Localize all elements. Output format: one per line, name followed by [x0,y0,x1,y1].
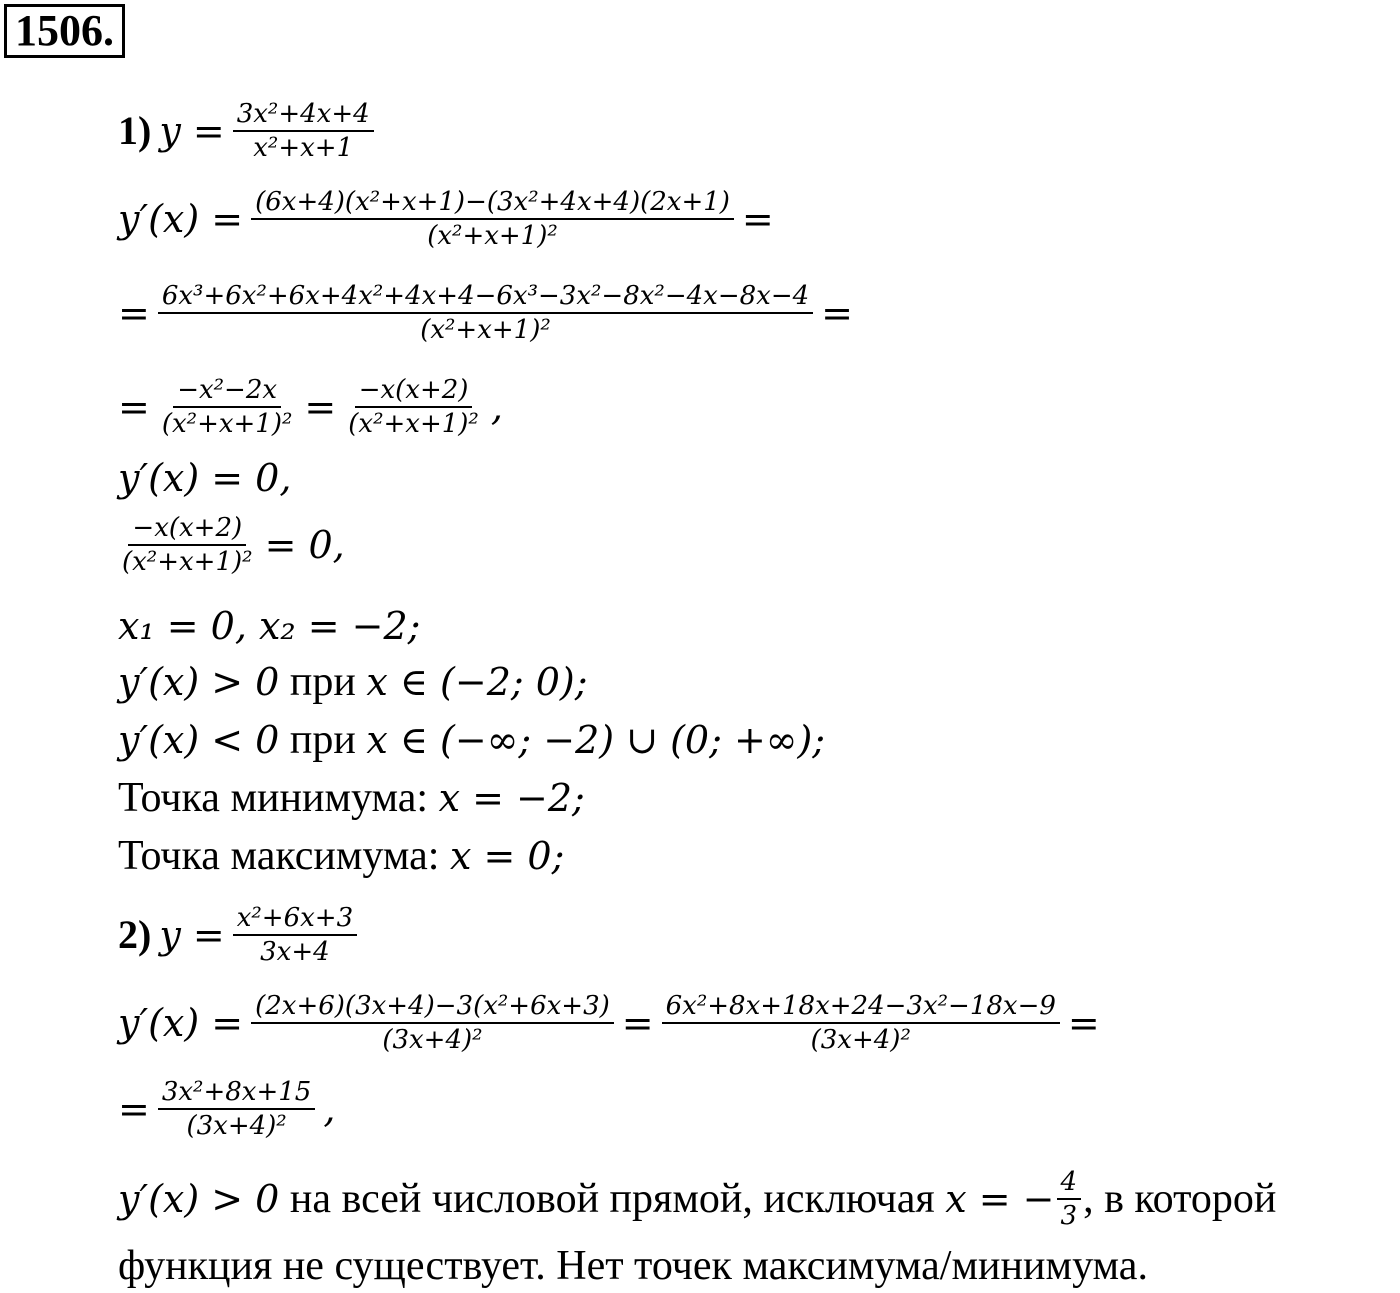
p1-d1-fraction [251,186,734,252]
numerator: −x²−2x [173,374,281,408]
p2-derivative-2 [118,1076,335,1142]
p1-pos-math-2: x ∈ (−2; 0); [366,660,588,704]
equals-sign: = [118,385,150,429]
equals-sign: = [118,1087,150,1131]
p1-zero-eq-text: y′(x) = 0, [118,456,292,500]
denominator: (3x+4)² [810,1025,911,1055]
p1-zero-rhs: = 0, [264,523,345,567]
p1-maximum [118,834,564,878]
p1-derivative-1 [118,186,774,252]
denominator: (x²+x+1)² [122,547,253,577]
numerator: 4 [1057,1166,1082,1200]
numerator: (6x+4)(x²+x+1)−(3x²+4x+4)(2x+1) [251,186,734,220]
denominator: x²+x+1 [253,133,354,163]
p2-derivative-1 [118,990,1100,1056]
p2-concl-math-2: x = − [945,1177,1055,1221]
numerator: x²+6x+3 [233,902,357,936]
p2-label: 2) [118,912,152,957]
p2-definition [118,902,365,968]
equals-sign: = [821,291,853,335]
p2-d2-fraction [158,1076,316,1142]
comma: , [323,1087,336,1131]
p2-concl-fraction [1057,1166,1082,1232]
p1-zero-equation [118,456,291,500]
p1-d1-lhs: y′(x) = [118,197,244,241]
denominator: (x²+x+1)² [348,409,479,439]
numerator: 3x²+8x+15 [158,1076,316,1110]
p1-definition [118,98,382,164]
equals-sign: = [304,385,337,429]
p2-concl-text-2: , в которой [1083,1176,1277,1222]
p2-conclusion-line-1 [118,1166,1276,1232]
p1-derivative-2 [118,280,853,346]
p2-concl-text-1: на всей числовой прямой, исключая [279,1176,946,1222]
comma: , [490,385,503,429]
p2-d1b-fraction [662,990,1060,1056]
numerator: 6x²+8x+18x+24−3x²−18x−9 [662,990,1060,1024]
p1-pos-math-1: y′(x) > 0 [118,660,280,704]
p1-roots [118,604,420,648]
numerator: (2x+6)(3x+4)−3(x²+6x+3) [251,990,614,1024]
p1-max-text: Точка максимума: [118,833,450,879]
p2-def-fraction [233,902,357,968]
p1-def-lhs: y = [159,109,225,153]
numerator: 6x³+6x²+6x+4x²+4x+4−6x³−3x²−8x²−4x−8x−4 [158,280,813,314]
p1-d3b-fraction [344,374,483,440]
p1-label: 1) [118,108,152,153]
p2-d1a-fraction [251,990,614,1056]
p2-def-lhs: y = [159,913,225,957]
p1-def-fraction [233,98,374,164]
p1-positive-interval [118,660,588,704]
p1-roots-text: x₁ = 0, x₂ = −2; [118,604,421,648]
denominator: 3 [1060,1201,1078,1231]
denominator: (3x+4)² [186,1111,287,1141]
p1-max-math: x = 0; [449,834,565,878]
equals-sign: = [741,197,774,241]
p1-neg-math-1: y′(x) < 0 [118,718,280,762]
p1-pos-text: при [279,659,367,705]
equals-sign: = [621,1001,654,1045]
equals-sign: = [118,291,150,335]
p1-zero-fraction [118,512,257,578]
p1-zero-fraction-line [118,512,345,578]
numerator: −x(x+2) [128,512,246,546]
p1-neg-text: при [279,717,367,763]
problem-number: 1506. [4,4,125,58]
equals-sign: = [1067,1001,1100,1045]
denominator: (3x+4)² [382,1025,483,1055]
p1-derivative-3 [118,374,503,440]
numerator: 3x²+4x+4 [233,98,374,132]
p2-concl-text-3: функция не существует. Нет точек максимума/минимума. [118,1243,1148,1289]
p1-minimum [118,776,585,820]
denominator: (x²+x+1)² [420,315,551,345]
p1-min-math: x = −2; [438,776,585,820]
p2-concl-math-1: y′(x) > 0 [118,1177,280,1221]
p1-neg-math-2: x ∈ (−∞; −2) ∪ (0; +∞); [366,718,826,762]
p1-negative-interval [118,718,825,762]
p2-d1-lhs: y′(x) = [118,1001,244,1045]
numerator: −x(x+2) [355,374,473,408]
p1-min-text: Точка минимума: [118,775,439,821]
p2-conclusion-line-2 [118,1244,1148,1288]
p1-d2-fraction [158,280,813,346]
denominator: (x²+x+1)² [427,221,558,251]
denominator: (x²+x+1)² [161,409,293,439]
p1-d3a-fraction [158,374,297,440]
denominator: 3x+4 [260,937,330,967]
